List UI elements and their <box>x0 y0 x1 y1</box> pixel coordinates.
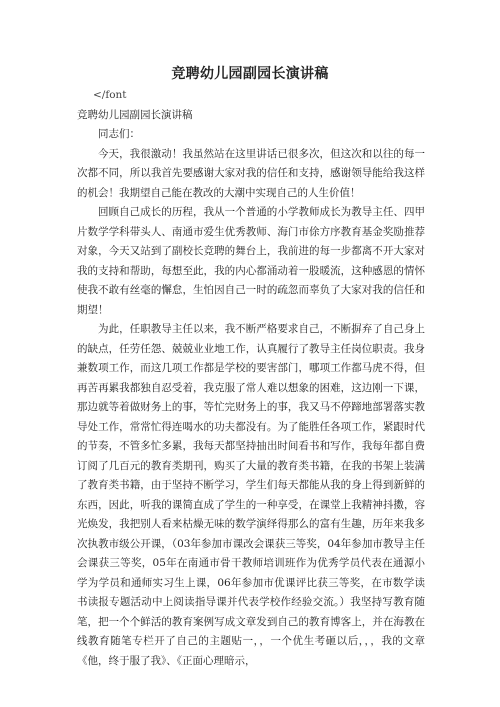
font-tag-text: </font <box>93 89 127 101</box>
document-subtitle: 竞聘幼儿园副园长演讲稿 <box>77 108 193 121</box>
salutation: 同志们： <box>98 128 140 140</box>
paragraph-3: 为此，任职教导主任以来，我不断严格要求自己，不断摒弃了自己身上的缺点，任劳任怨、兢兢业业地工作，认真履行了教导主任岗位职责。我身兼数项工作，而这几项工作都是学校的要害部门，哪项工作都马虎不得，但再苦再累我都独自忍受着，我克服了常人难以想象的困难，这边刚一下课，那边就等着做财务上的事，等忙完财务上的事，我又马不停蹄地部署落实教导处工作，常常忙得连喝水的功夫都没有。为了能胜任各项工作，紧跟时代的节奏，不管多忙多累，我每天都坚持抽出时间看书和写作，我每年都自费订阅了几百元的教育类期刊，购买了大量的教育类书籍，在我的书架上装满了教育类书籍，由于坚持不断学习，学生们每天都能从我的身上得到新鲜的东西，因此，听我的课简直成了学生的一种享受，在课堂上我精神抖擞，容光焕发，我把别人看来枯燥无味的数学演绎得那么的富有生趣，历年来我多次执教市级公开课，（03年参加市课改会课获三等奖，04年参加市教导主任会课获三等奖，05年在南通市骨干教师培训班作为优秀学员代表在通源小学为学员和通师实习生上课，06年参加市优课评比获三等奖，在市数学读书读报专题活动中上阅读指导课并代表学校作经验交流。）我坚持写教育随笔，把一个个鲜活的教育案例写成文章发到自己的教育博客上，并在海教在线教育随笔专栏开了自己的主题贴一，，一个优生考砸以后，，，我的文章《他，终于服了我》、《正面心理暗示， <box>77 323 425 667</box>
document-title: 竞聘幼儿园副园长演讲稿 <box>171 66 329 82</box>
paragraph-1: 今天，我很激动！我虽然站在这里讲话已很多次，但这次和以往的每一次都不同，所以我首先要感谢大家对我的信任和支持，感谢领导能给我这样的机会！我期望自己能在教改的大潮中实现自己的人生价值！ <box>77 147 425 199</box>
document-body <box>77 86 425 671</box>
paragraph-2: 回顾自己成长的历程，我从一个普通的小学教师成长为教导主任、四甲片数学学科带头人、南通市爱生优秀教师、海门市俆方序教育基金奖励推荐对象，今天又站到了副校长竞聘的舞台上，我前进的每一步都离不开大家对我的支持和帮助，每想至此，我的内心都涌动着一股暖流，这种感恩的情怀使我不敢有丝毫的懈怠，生怕因自己一时的疏忽而辜负了大家对我的信任和期望！ <box>77 206 425 316</box>
